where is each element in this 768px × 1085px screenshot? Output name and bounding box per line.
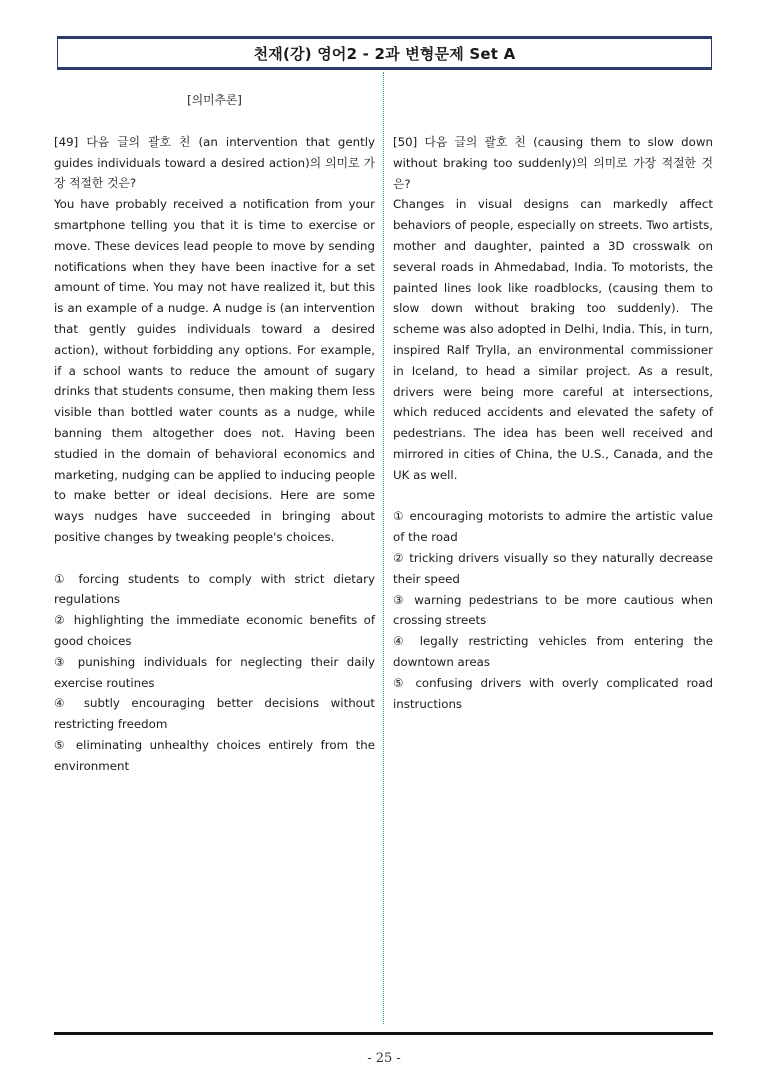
page-number: - 25 - bbox=[367, 1051, 401, 1066]
q49-passage: You have probably received a notification from your smartphone telling you that it is time to exercise or move. These devices lead people to move by sending notifications when they have been inactive for a set amount of time. You may not have realized it, but this is an example of a nudge. A nudge is (an intervention that gently guides individuals toward a desired action), without forbidding any options. For example, if a school wants to reduce the amount of sugary drinks that students consume, then making them less visible than bottled water counts as a nudge, while banning them altogether does not. Having been studied in the domain of behavioral economics and marketing, nudging can be applied to inducing people to make better or ideal decisions. Here are some ways nudges have succeeded in bringing about positive changes by tweaking people's choices. bbox=[54, 197, 375, 544]
q50-question: [50] 다음 글의 괄호 친 (causing them to slow down without braking too suddenly)의 의미로 가장 적절한 것은? bbox=[393, 135, 713, 191]
page-title: 천재(강) 영어2 - 2과 변형문제 Set A bbox=[253, 44, 516, 63]
q50-option-2: ② tricking drivers visually so they naturally decrease their speed bbox=[393, 550, 713, 586]
q49-option-4: ④ subtly encouraging better decisions without restricting freedom bbox=[54, 696, 375, 732]
q50-option-3: ③ warning pedestrians to be more cautious when crossing streets bbox=[393, 592, 713, 628]
q50-option-4: ④ legally restricting vehicles from entering the downtown areas bbox=[393, 634, 713, 669]
q50-option-1: ① encouraging motorists to admire the artistic value of the road bbox=[393, 509, 713, 545]
page-header bbox=[57, 36, 712, 70]
column-divider bbox=[383, 72, 384, 1024]
section-label: [의미추론] bbox=[187, 93, 242, 107]
right-column bbox=[393, 132, 713, 714]
footer-rule bbox=[54, 1032, 713, 1035]
q49-question: [49] 다음 글의 괄호 친 (an intervention that gently guides individuals toward a desired action)의 의미로 가장 적절한 것은? bbox=[54, 134, 375, 191]
q49-option-5: ⑤ eliminating unhealthy choices entirely from the environment bbox=[54, 737, 375, 773]
q49-option-2: ② highlighting the immediate economic benefits of good choices bbox=[54, 613, 375, 648]
q49-option-1: ① forcing students to comply with strict dietary regulations bbox=[54, 571, 375, 607]
left-column bbox=[54, 90, 375, 777]
q50-option-5: ⑤ confusing drivers with overly complicated road instructions bbox=[393, 675, 713, 711]
q50-passage: Changes in visual designs can markedly affect behaviors of people, especially on streets. Two artists, mother and daughter, painted a 3D crosswalk on several roads in Ahmedabad, India. To motorists, the painted lines look like roadblocks, (causing them to slow down without braking too suddenly). The scheme was also adopted in Delhi, India. This, in turn, inspired Ralf Trylla, an environmental commissioner in Iceland, to head a similar project. As a result, drivers were being more careful at intersections, which reduced accidents and elevated the safety of pedestrians. The idea has been well received and mirrored in cities of China, the U.S., Canada, and the UK as well. bbox=[393, 197, 713, 482]
q49-option-3: ③ punishing individuals for neglecting their daily exercise routines bbox=[54, 654, 375, 690]
